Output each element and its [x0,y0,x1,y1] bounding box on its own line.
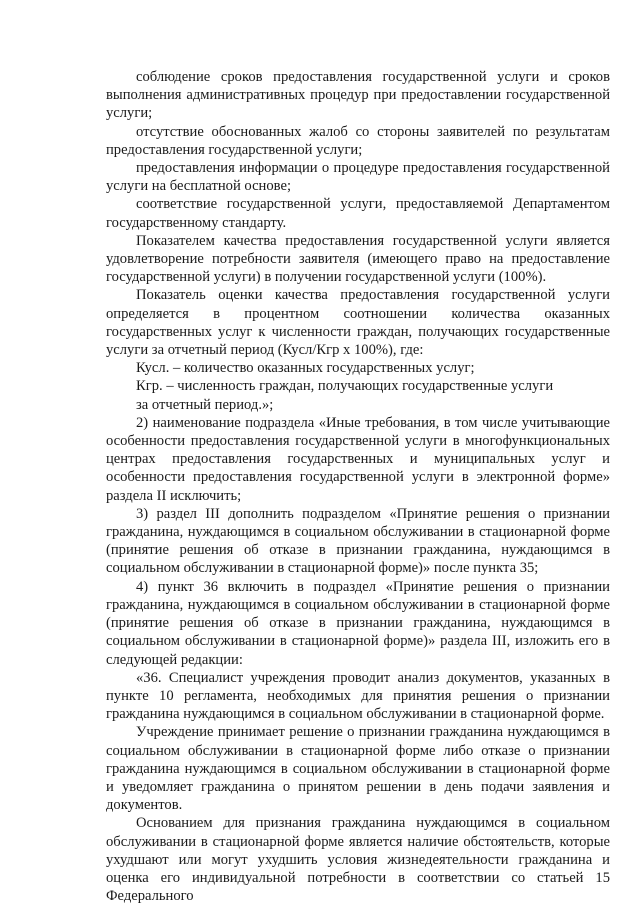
paragraph-free-info: предоставления информации о процедуре предоставления государственной услуги на бесплатной основе; [106,160,610,195]
paragraph-deadlines: соблюдение сроков предоставления государственной услуги и сроков выполнения административных процедур при предоставлении государственной услуги; [106,69,610,122]
formula-kgr-continuation: за отчетный период.»; [136,396,274,413]
document-page [106,68,610,905]
paragraph-item-3: 3) раздел III дополнить подразделом «Принятие решения о признании гражданина, нуждающимся в социальном обслуживании в стационарной форме (принятие решения об отказе в признании гражданина, нуждающимся в социальном обслуживании в стационарной форме)» после пункта 35; [106,505,610,577]
paragraph-quality-indicator: Показателем качества предоставления государственной услуги является удовлетворение потребности заявителя (имеющего право на предоставление государственной услуги) в получении государственной услуги (100%). [106,232,610,286]
paragraph-point-36: «36. Специалист учреждения проводит анализ документов, указанных в пункте 10 регламента, необходимых для принятия решения о признании гражданина нуждающимся в социальном обслуживании в стационарной форме. [106,669,610,723]
formula-kgr-definition: Кгр. – численность граждан, получающих государственные услуги [136,378,554,395]
paragraph-no-complaints: отсутствие обоснованных жалоб со стороны заявителей по результатам предоставления государственной услуги; [106,123,610,158]
paragraph-grounds: Основанием для признания гражданина нуждающимся в социальном обслуживании в стационарной форме является наличие обстоятельств, которые ухудшают или могут ухудшить условия жизнедеятельности гражданина и оценка его индивидуальной потребности в соответствии со статьей 15 Федерального [106,815,610,905]
paragraph-institution-decision: Учреждение принимает решение о признании гражданина нуждающимся в социальном обслуживании в стационарной форме либо отказе о признании гражданина нуждающимся в социальном обслуживании в стационарной форме и уведомляет гражданина о принятом решении в день подачи заявления и документов. [106,724,610,814]
paragraph-item-2: 2) наименование подраздела «Иные требования, в том числе учитывающие особенности предоставления государственной услуги в многофункциональных центрах предоставления государственных и муниципальных услуг и особенности предоставления государственной услуги в электронной форме» раздела II исключить; [106,414,610,504]
paragraph-quality-assessment: Показатель оценки качества предоставления государственной услуги определяется в процентном соотношении количества оказанных государственных услуг к численности граждан, получающих государственные услуги за отчетный период (Кусл/Кгр х 100%), где: [106,287,610,359]
paragraph-item-4: 4) пункт 36 включить в подраздел «Принятие решения о признании гражданина, нуждающимся в социальном обслуживании в стационарной форме (принятие решения об отказе в признании гражданина, нуждающимся в социальном обслуживании в стационарной форме)» раздела III, изложить его в следующей редакции: [106,578,610,668]
paragraph-standard-compliance: соответствие государственной услуги, предоставляемой Департаментом государственному стандарту. [106,196,610,231]
formula-kusl-definition: Кусл. – количество оказанных государственных услуг; [136,360,475,377]
